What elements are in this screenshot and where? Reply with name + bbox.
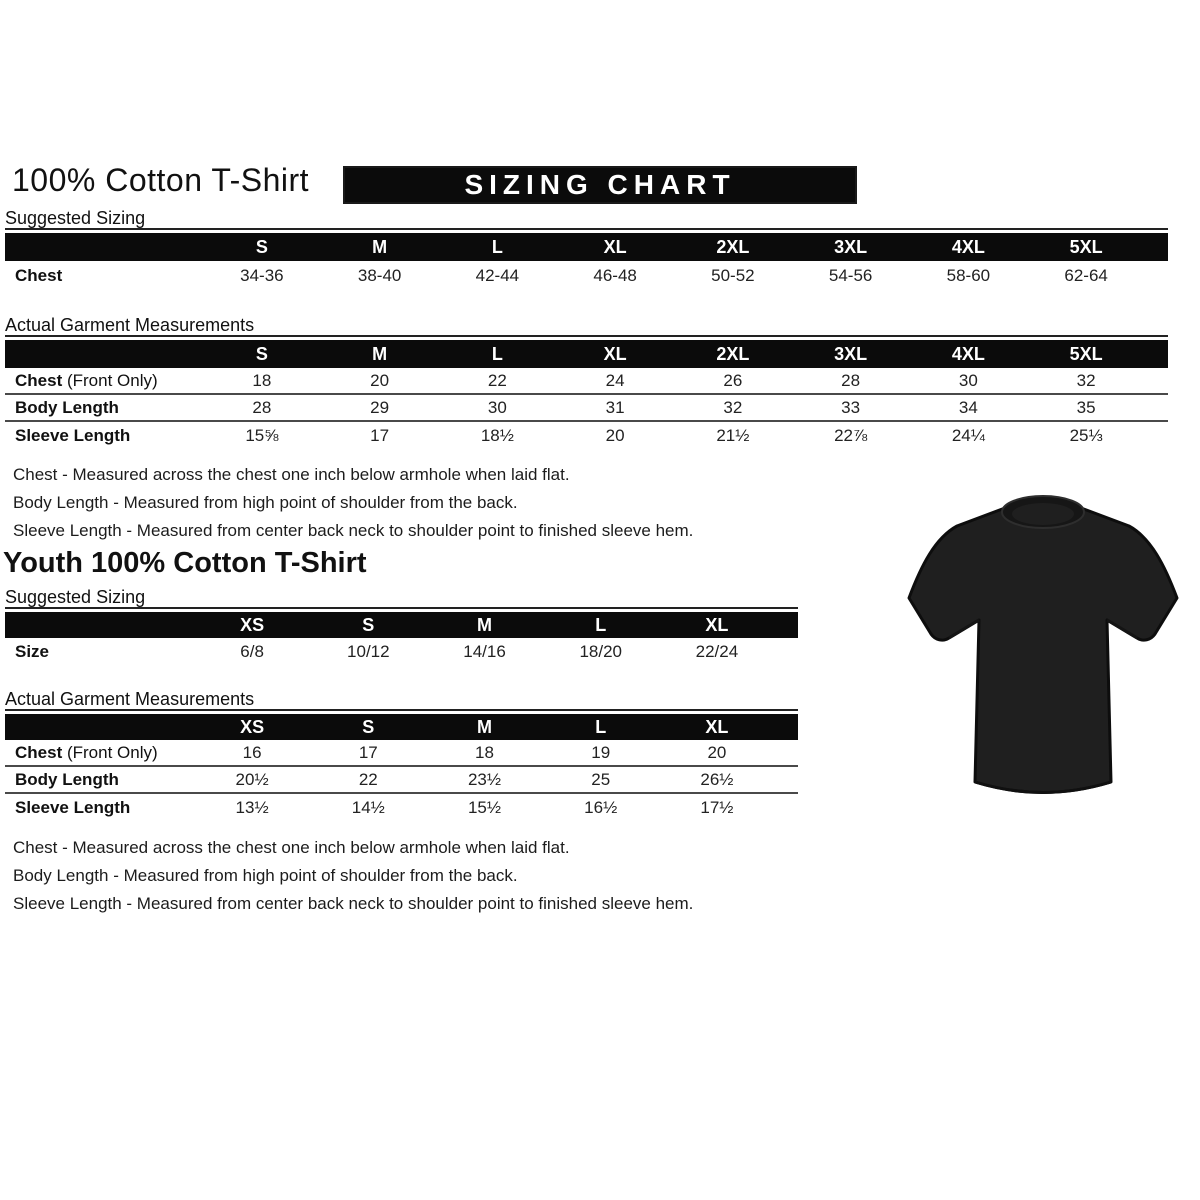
adult-actual-measurements-table	[5, 335, 1168, 449]
measurement-cell: 22	[487, 370, 507, 390]
measurement-cell: 38-40	[357, 266, 402, 285]
size-column-header: L	[491, 236, 503, 257]
measurement-cell: 32	[723, 397, 743, 417]
measurement-cell: 28	[841, 370, 861, 390]
measurement-cell: 29	[370, 397, 390, 417]
size-column-header: M	[477, 716, 492, 737]
measurement-cell: 18	[252, 370, 272, 390]
row-label: Body Length	[15, 769, 119, 789]
table-row	[5, 422, 1168, 449]
table-header-row	[5, 340, 1168, 368]
size-column-header: M	[372, 236, 388, 257]
measurement-cell: 18	[475, 742, 494, 762]
page-header	[0, 162, 1200, 208]
size-column-header: 2XL	[716, 343, 750, 364]
size-column-header: XL	[603, 236, 627, 257]
sizing-chart-banner	[343, 166, 857, 204]
adult-suggested-sizing-label: Suggested Sizing	[5, 208, 146, 228]
youth-actual-measurements-label: Actual Garment Measurements	[5, 689, 255, 709]
measurement-cell: 34-36	[240, 266, 284, 285]
measurement-cell: 25	[591, 769, 611, 789]
size-column-header: 2XL	[716, 236, 750, 257]
measurement-cell: 34	[958, 397, 978, 417]
row-label: Chest	[15, 266, 63, 285]
measurement-cell: 14/16	[463, 641, 506, 661]
measurement-cell: 13½	[235, 797, 269, 817]
measurement-cell: 26	[723, 370, 743, 390]
measurement-cell: 24¼	[951, 425, 985, 445]
size-column-header: XS	[240, 716, 265, 737]
measurement-cell: 14½	[351, 797, 385, 817]
tshirt-graphic	[893, 486, 1193, 808]
size-column-header: S	[362, 716, 375, 737]
measurement-note: Chest - Measured across the chest one inch below armhole when laid flat.	[13, 838, 570, 857]
table-header-row	[5, 233, 1168, 261]
measurement-cell: 10/12	[347, 641, 390, 661]
measurement-cell: 58-60	[946, 266, 991, 285]
measurement-cell: 16½	[584, 797, 618, 817]
measurement-cell: 17½	[700, 797, 734, 817]
sizing-chart-banner-label: SIZING CHART	[464, 169, 736, 200]
measurement-cell: 21½	[716, 425, 750, 445]
measurement-cell: 22/24	[695, 641, 739, 661]
row-label: Body Length	[15, 397, 119, 417]
youth-section-title: Youth 100% Cotton T-Shirt	[3, 547, 367, 579]
size-column-header: XL	[603, 343, 627, 364]
measurement-note: Body Length - Measured from high point of shoulder from the back.	[13, 866, 518, 885]
adult-suggested-sizing-table	[5, 228, 1168, 291]
table-row	[5, 794, 798, 821]
measurement-note: Sleeve Length - Measured from center back neck to shoulder point to finished sleeve hem.	[13, 521, 694, 540]
measurement-cell: 24	[605, 370, 625, 390]
youth-suggested-sizing-label: Suggested Sizing	[5, 587, 146, 607]
row-label: Chest (Front Only)	[15, 370, 158, 390]
size-column-header: 3XL	[834, 236, 868, 257]
measurement-cell: 15⅝	[245, 425, 279, 445]
youth-actual-measurements-table	[5, 709, 798, 821]
size-column-header: M	[477, 614, 492, 635]
table-row	[5, 740, 798, 767]
measurement-cell: 20	[707, 742, 727, 762]
page-title: 100% Cotton T-Shirt	[12, 162, 310, 198]
measurement-cell: 22⅞	[834, 425, 868, 445]
measurement-cell: 46-48	[593, 266, 637, 285]
table-row	[5, 638, 798, 665]
size-column-header: XL	[705, 614, 729, 635]
size-column-header: M	[372, 343, 388, 364]
youth-suggested-sizing-table	[5, 607, 798, 665]
measurement-note: Body Length - Measured from high point of shoulder from the back.	[13, 493, 518, 512]
row-label: Sleeve Length	[15, 425, 131, 445]
measurement-cell: 54-56	[828, 266, 873, 285]
measurement-cell: 20	[605, 425, 625, 445]
measurement-cell: 23½	[467, 769, 502, 789]
measurement-cell: 50-52	[711, 266, 755, 285]
measurement-cell: 25⅓	[1069, 425, 1103, 445]
measurement-cell: 6/8	[240, 641, 264, 661]
size-column-header: 4XL	[951, 236, 985, 257]
measurement-cell: 19	[591, 742, 611, 762]
measurement-cell: 17	[370, 425, 390, 445]
measurement-cell: 30	[487, 397, 507, 417]
measurement-cell: 26½	[700, 769, 734, 789]
measurement-cell: 20½	[235, 769, 269, 789]
measurement-cell: 62-64	[1064, 266, 1108, 285]
size-column-header: 5XL	[1069, 343, 1103, 364]
size-column-header: XS	[240, 614, 265, 635]
measurement-cell: 18½	[480, 425, 514, 445]
size-column-header: L	[595, 614, 607, 635]
row-label: Chest (Front Only)	[15, 742, 158, 762]
table-row	[5, 767, 798, 794]
size-column-header: 5XL	[1069, 236, 1103, 257]
measurement-note: Sleeve Length - Measured from center back neck to shoulder point to finished sleeve hem.	[13, 894, 694, 913]
youth-measurement-notes	[13, 834, 1200, 918]
measurement-cell: 22	[358, 769, 378, 789]
size-column-header: L	[595, 716, 607, 737]
size-column-header: S	[255, 236, 268, 257]
table-row	[5, 395, 1168, 422]
table-row	[5, 261, 1168, 291]
measurement-cell: 32	[1076, 370, 1096, 390]
table-header-row	[5, 714, 798, 740]
measurement-cell: 15½	[467, 797, 502, 817]
measurement-cell: 33	[841, 397, 861, 417]
measurement-cell: 17	[358, 742, 378, 762]
tshirt-product-image	[893, 486, 1193, 808]
table-row	[5, 368, 1168, 395]
measurement-cell: 31	[605, 397, 625, 417]
measurement-cell: 30	[958, 370, 978, 390]
size-column-header: S	[255, 343, 268, 364]
table-header-row	[5, 612, 798, 638]
measurement-cell: 35	[1076, 397, 1096, 417]
size-column-header: L	[491, 343, 503, 364]
row-label: Sleeve Length	[15, 797, 131, 817]
size-column-header: 3XL	[834, 343, 868, 364]
size-column-header: S	[362, 614, 375, 635]
measurement-cell: 42-44	[475, 266, 520, 285]
adult-actual-measurements-label: Actual Garment Measurements	[5, 315, 255, 335]
measurement-note: Chest - Measured across the chest one inch below armhole when laid flat.	[13, 465, 570, 484]
measurement-cell: 28	[252, 397, 272, 417]
size-column-header: 4XL	[951, 343, 985, 364]
measurement-cell: 18/20	[579, 641, 622, 661]
measurement-cell: 20	[370, 370, 390, 390]
row-label: Size	[15, 641, 50, 661]
size-column-header: XL	[705, 716, 729, 737]
measurement-cell: 16	[242, 742, 262, 762]
